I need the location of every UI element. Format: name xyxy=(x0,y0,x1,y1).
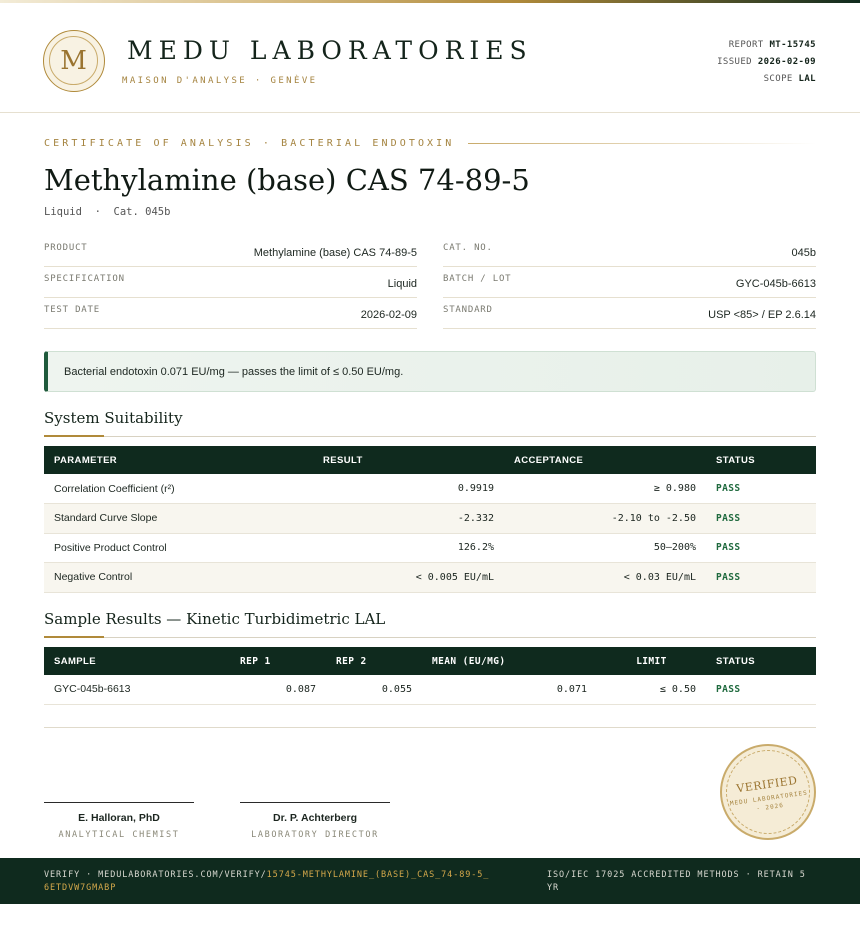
stamp-main-text: VERIFIED xyxy=(735,773,799,796)
acceptance-cell: -2.10 to -2.50 xyxy=(504,504,706,534)
verify-prefix: VERIFY · MEDULABORATORIES.COM/VERIFY/ xyxy=(44,870,267,880)
field-label: TEST DATE xyxy=(44,305,100,315)
rep2-cell: 0.055 xyxy=(326,675,422,704)
column-header: RESULT xyxy=(313,446,504,474)
field-value: Liquid xyxy=(387,278,417,290)
column-header: REP 1 xyxy=(230,647,326,675)
field-label: PRODUCT xyxy=(44,243,88,253)
signatory-name: Dr. P. Achterberg xyxy=(272,812,358,824)
field-label: STANDARD xyxy=(443,305,493,315)
parameter-cell: Correlation Coefficient (r²) xyxy=(44,474,313,504)
result-cell: -2.332 xyxy=(313,504,504,534)
accreditation-note: ISO/IEC 17025 ACCREDITED METHODS · RETAIN 5 YR xyxy=(547,870,806,893)
field-specification xyxy=(44,267,417,298)
scope-label: SCOPE xyxy=(763,74,793,84)
verify-link[interactable] xyxy=(44,869,494,894)
table-row xyxy=(44,504,816,534)
parameter-cell: Standard Curve Slope xyxy=(44,504,313,534)
table-row xyxy=(44,533,816,563)
document-subtitle: Liquid · Cat. 045b xyxy=(44,206,171,218)
table-header-row xyxy=(44,446,816,474)
field-value: USP <85> / EP 2.6.14 xyxy=(708,309,816,321)
issued-row xyxy=(717,54,816,71)
sample-results-table xyxy=(44,647,816,705)
status-badge: PASS xyxy=(706,474,816,504)
stamp-ring xyxy=(721,745,816,840)
sample-cell: GYC-045b-6613 xyxy=(44,675,230,704)
section-rule xyxy=(44,637,816,638)
scope-value: LAL xyxy=(798,74,816,84)
field-label: SPECIFICATION xyxy=(44,274,125,284)
issued-label: ISSUED xyxy=(717,57,752,67)
field-value: 045b xyxy=(791,247,816,259)
column-header: MEAN (EU/MG) xyxy=(422,647,597,675)
report-meta xyxy=(717,37,816,88)
field-cat-no xyxy=(443,236,816,267)
column-header: REP 2 xyxy=(326,647,422,675)
samples-section-title: Sample Results — Kinetic Turbidimetric LAL xyxy=(44,610,386,628)
suitability-table xyxy=(44,446,816,593)
result-cell: 126.2% xyxy=(313,533,504,563)
header xyxy=(0,3,860,113)
signature-analyst xyxy=(44,802,194,840)
table-row xyxy=(44,675,816,704)
scope-row xyxy=(717,71,816,88)
column-header: STATUS xyxy=(706,446,816,474)
table-header-row xyxy=(44,647,816,675)
field-batch-lot xyxy=(443,267,816,298)
document-eyebrow: CERTIFICATE OF ANALYSIS · BACTERIAL ENDOTOXIN xyxy=(44,138,455,149)
column-header: STATUS xyxy=(706,647,816,675)
signatory-role: LABORATORY DIRECTOR xyxy=(251,830,379,840)
field-label: BATCH / LOT xyxy=(443,274,512,284)
footer xyxy=(0,858,860,904)
acceptance-cell: < 0.03 EU/mL xyxy=(504,563,706,593)
table-row xyxy=(44,563,816,593)
table-row xyxy=(44,474,816,504)
acceptance-cell: ≥ 0.980 xyxy=(504,474,706,504)
eyebrow-divider xyxy=(468,143,816,144)
info-column-left xyxy=(44,236,417,329)
info-column-right xyxy=(443,236,816,329)
field-value: GYC-045b-6613 xyxy=(735,278,816,290)
logo-monogram: M xyxy=(49,36,98,85)
status-badge: PASS xyxy=(706,504,816,534)
rep1-cell: 0.087 xyxy=(230,675,326,704)
section-rule xyxy=(44,436,816,437)
report-value: MT-15745 xyxy=(769,40,816,50)
mean-cell: 0.071 xyxy=(422,675,597,704)
status-badge: PASS xyxy=(706,533,816,563)
field-product xyxy=(44,236,417,267)
field-label: CAT. NO. xyxy=(443,243,493,253)
column-header: ACCEPTANCE xyxy=(504,446,706,474)
column-header: PARAMETER xyxy=(44,446,313,474)
status-badge: PASS xyxy=(706,563,816,593)
parameter-cell: Negative Control xyxy=(44,563,313,593)
field-value: 2026-02-09 xyxy=(360,309,417,321)
signatory-name: E. Halloran, PhD xyxy=(78,812,160,824)
column-header: SAMPLE xyxy=(44,647,230,675)
suitability-section-title: System Suitability xyxy=(44,409,183,427)
result-notice: Bacterial endotoxin 0.071 EU/mg — passes the limit of ≤ 0.50 EU/mg. xyxy=(44,351,816,392)
field-value: Methylamine (base) CAS 74-89-5 xyxy=(253,247,417,259)
report-number-row xyxy=(717,37,816,54)
report-label: REPORT xyxy=(728,40,764,50)
brand-name: MEDU LABORATORIES xyxy=(127,36,533,65)
issued-value: 2026-02-09 xyxy=(757,57,816,67)
limit-cell: ≤ 0.50 xyxy=(597,675,706,704)
acceptance-cell: 50–200% xyxy=(504,533,706,563)
signature-director xyxy=(240,802,390,840)
eyebrow-row xyxy=(44,138,816,149)
stamp-sub-text: MEDU LABORATORIES · 2026 xyxy=(729,789,809,813)
verify-code: 15745-METHYLAMINE_(BASE)_CAS_74-89-5_6ETDVW7GMABP xyxy=(44,870,490,893)
parameter-cell: Positive Product Control xyxy=(44,533,313,563)
document-title: Methylamine (base) CAS 74-89-5 xyxy=(44,163,530,197)
result-cell: 0.9919 xyxy=(313,474,504,504)
logo xyxy=(43,30,105,92)
content-end-divider xyxy=(44,727,816,728)
status-badge: PASS xyxy=(706,675,816,704)
brand-tagline: MAISON D'ANALYSE · GENÈVE xyxy=(122,76,318,86)
result-cell: < 0.005 EU/mL xyxy=(313,563,504,593)
column-header: LIMIT xyxy=(597,647,706,675)
field-test-date xyxy=(44,298,417,329)
signatory-role: ANALYTICAL CHEMIST xyxy=(58,830,180,840)
verified-stamp xyxy=(720,744,816,840)
field-standard xyxy=(443,298,816,329)
